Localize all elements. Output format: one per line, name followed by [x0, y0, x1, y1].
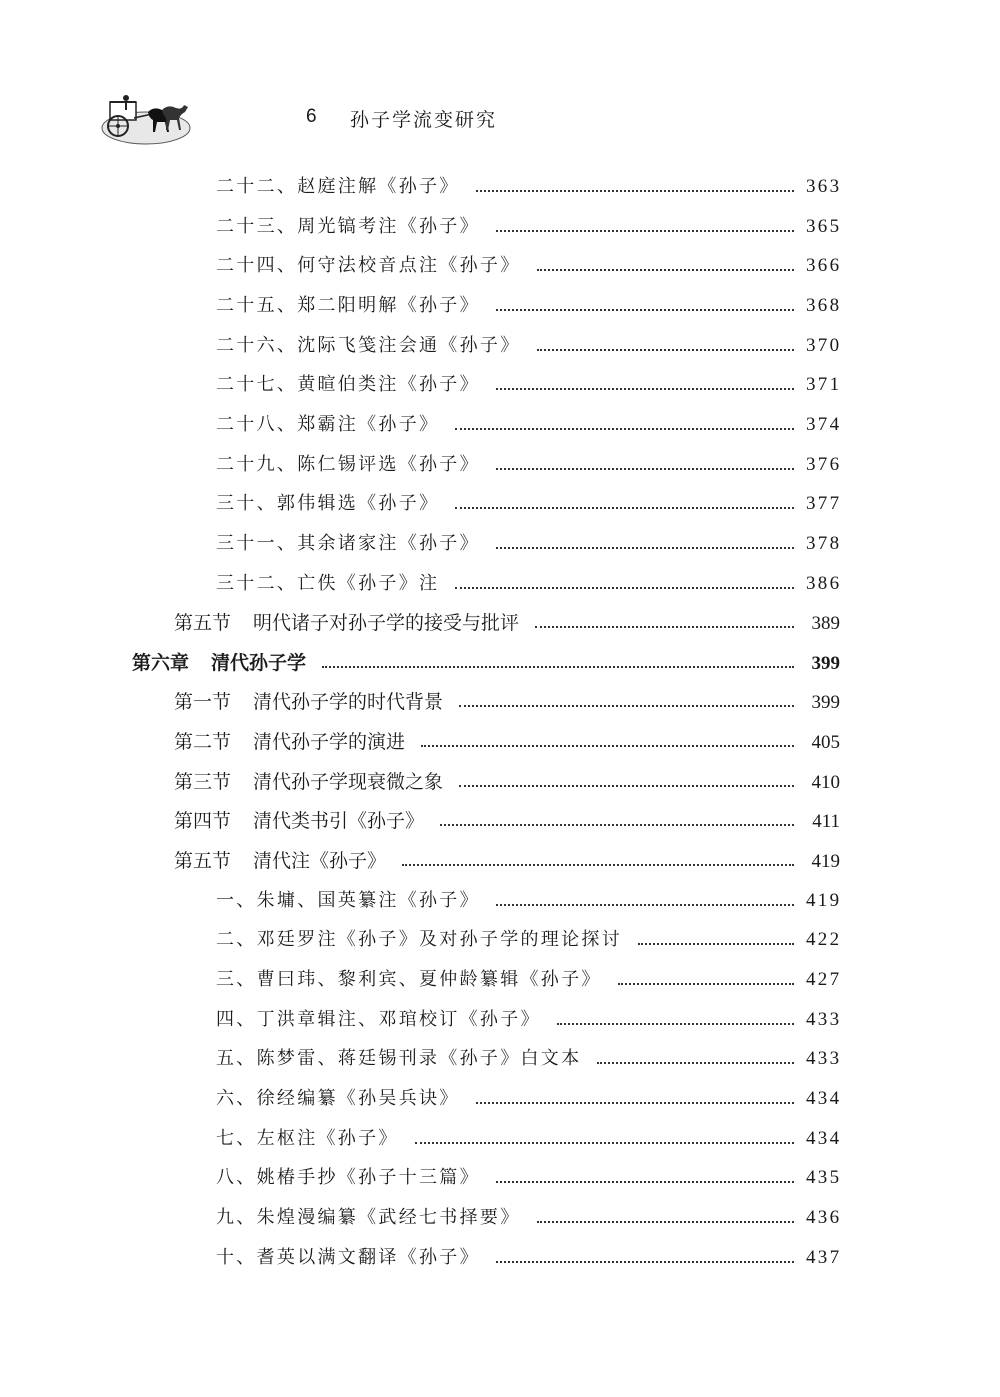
dot-leader [455, 428, 794, 430]
toc-entry-page: 386 [806, 572, 842, 594]
toc-entry[interactable] [216, 1005, 840, 1035]
toc-entry-page: 434 [806, 1087, 842, 1109]
dot-leader [455, 587, 794, 589]
dot-leader [459, 705, 794, 707]
toc-entry-page: 405 [811, 732, 840, 754]
toc-entry[interactable] [216, 212, 840, 242]
toc-entry-page: 366 [806, 255, 842, 277]
toc-entry[interactable] [216, 569, 840, 599]
toc-entry[interactable] [216, 370, 840, 400]
dot-leader [496, 904, 794, 906]
toc-entry-page: 437 [806, 1246, 842, 1268]
toc-entry-title [174, 767, 443, 797]
dot-leader [535, 626, 794, 628]
toc-entry-number: 第三节 [174, 770, 232, 793]
dot-leader [440, 824, 794, 826]
toc-entry-title [216, 1084, 460, 1114]
toc-entry[interactable] [132, 648, 840, 678]
toc-entry-title [216, 251, 521, 281]
toc-entry-label: 五、陈梦雷、蒋廷锡刊录《孙子》白文本 [216, 1048, 582, 1070]
page-number: 6 [306, 106, 317, 127]
book-title: 孙子学流变研究 [350, 109, 498, 131]
toc-entry[interactable] [216, 172, 840, 202]
toc-entry-label: 七、左枢注《孙子》 [216, 1127, 399, 1149]
toc-entry[interactable] [174, 846, 840, 876]
toc-entry-page: 436 [806, 1206, 842, 1228]
toc-entry[interactable] [216, 1203, 840, 1233]
toc-entry-page: 377 [806, 493, 842, 515]
dot-leader [415, 1142, 794, 1144]
dot-leader [476, 190, 794, 192]
toc-entry-title [216, 1044, 581, 1074]
toc-entry[interactable] [216, 410, 840, 440]
toc-entry[interactable] [174, 727, 840, 757]
toc-entry-page: 368 [806, 294, 842, 316]
toc-entry-title [216, 925, 622, 955]
toc-entry-title [174, 687, 443, 717]
toc-entry-title [216, 569, 439, 599]
toc-entry-title [216, 965, 602, 995]
toc-entry-page: 371 [806, 374, 842, 396]
toc-entry-page: 399 [811, 652, 840, 674]
toc-entry-label: 三十一、其余诸家注《孙子》 [216, 532, 480, 554]
toc-entry-page: 376 [806, 453, 842, 475]
toc-entry-page: 378 [806, 532, 842, 554]
toc-entry[interactable] [174, 767, 840, 797]
dot-leader [459, 785, 794, 787]
toc-entry-label: 二十四、何守法校音点注《孙子》 [216, 255, 521, 277]
toc-entry[interactable] [216, 331, 840, 361]
toc-entry-number: 第五节 [174, 850, 232, 873]
toc-entry[interactable] [174, 687, 840, 717]
toc-entry-label: 二十六、沈际飞笺注会通《孙子》 [216, 334, 521, 356]
toc-entry-label: 二十五、郑二阳明解《孙子》 [216, 294, 480, 316]
dot-leader [496, 309, 794, 311]
toc-entry-label: 一、朱墉、国英纂注《孙子》 [216, 889, 480, 911]
dot-leader [496, 388, 794, 390]
dot-leader [496, 1261, 794, 1263]
toc-entry-label: 三、曹曰玮、黎利宾、夏仲龄纂辑《孙子》 [216, 969, 602, 990]
toc-entry-page: 365 [806, 215, 842, 237]
toc-entry[interactable] [216, 291, 840, 321]
toc-entry-title [216, 291, 480, 321]
toc-entry-page: 433 [806, 1008, 842, 1030]
toc-entry[interactable] [174, 806, 840, 836]
toc-entry-title [216, 1124, 399, 1154]
toc-entry-title [216, 1163, 480, 1193]
toc-entry-label: 二十三、周光镐考注《孙子》 [216, 215, 480, 237]
toc-entry-title [216, 410, 439, 440]
toc-entry-title [216, 886, 480, 916]
toc-entry-label: 三十、郭伟辑选《孙子》 [216, 493, 440, 515]
toc-entry-label: 清代类书引《孙子》 [253, 810, 425, 833]
toc-entry-label: 六、徐经编纂《孙吴兵诀》 [216, 1087, 460, 1109]
toc-entry-label: 九、朱煌漫编纂《武经七书择要》 [216, 1206, 521, 1228]
toc-entry-title [132, 648, 306, 678]
dot-leader [322, 666, 794, 668]
toc-entry[interactable] [216, 1044, 840, 1074]
toc-entry-page: 427 [806, 969, 842, 990]
toc-entry-page: 399 [811, 692, 840, 714]
toc-entry-title [174, 846, 386, 876]
dot-leader [496, 230, 794, 232]
dot-leader [402, 864, 794, 866]
toc-entry-title [216, 370, 480, 400]
toc-entry-label: 二、邓廷罗注《孙子》及对孙子学的理论探讨 [216, 929, 622, 951]
toc-entry-title [216, 529, 480, 559]
toc-entry-page: 434 [806, 1127, 842, 1149]
toc-entry-label: 二十七、黄暄伯类注《孙子》 [216, 374, 480, 396]
toc-entry-page: 410 [811, 771, 840, 793]
dot-leader [496, 468, 794, 470]
toc-entry-label: 清代孙子学 [211, 651, 307, 674]
toc-entry-label: 十、耆英以满文翻译《孙子》 [216, 1246, 480, 1268]
toc-entry[interactable] [216, 925, 840, 955]
toc-entry-title [216, 1203, 521, 1233]
toc-entry-page: 389 [811, 613, 840, 635]
toc-entry-title [216, 172, 460, 202]
dot-leader [597, 1062, 794, 1064]
toc-entry-number: 第五节 [174, 612, 232, 635]
toc-entry-label: 二十八、郑霸注《孙子》 [216, 413, 440, 435]
toc-entry[interactable] [216, 251, 840, 281]
toc-entry-title [216, 1005, 541, 1035]
toc-entry-title [174, 806, 424, 836]
toc-entry-number: 第一节 [174, 691, 232, 714]
toc-entry-page: 422 [806, 929, 842, 951]
toc-entry[interactable] [216, 489, 840, 519]
toc-entry[interactable] [216, 1243, 840, 1273]
dot-leader [537, 349, 795, 351]
toc-entry-title [216, 331, 521, 361]
toc-entry-label: 八、姚椿手抄《孙子十三篇》 [216, 1167, 480, 1189]
dot-leader [557, 1023, 794, 1025]
dot-leader [455, 507, 794, 509]
toc-entry-number: 第六章 [132, 651, 190, 674]
toc-entry-page: 419 [806, 889, 842, 911]
toc-entry-label: 二十二、赵庭注解《孙子》 [216, 176, 460, 197]
toc-entry[interactable] [216, 1163, 840, 1193]
toc-entry[interactable] [216, 1084, 840, 1114]
toc-entry-title [216, 212, 480, 242]
toc-entry-page: 433 [806, 1048, 842, 1070]
dot-leader [421, 745, 794, 747]
toc-entry-label: 三十二、亡佚《孙子》注 [216, 572, 440, 594]
dot-leader [618, 983, 794, 985]
toc-entry-label: 二十九、陈仁锡评选《孙子》 [216, 453, 480, 475]
toc-entry[interactable] [216, 965, 840, 995]
dot-leader [537, 269, 795, 271]
toc-entry[interactable] [216, 886, 840, 916]
toc-entry-label: 明代诸子对孙子学的接受与批评 [253, 612, 520, 635]
dot-leader [476, 1102, 794, 1104]
toc-entry-number: 第四节 [174, 810, 232, 833]
toc-entry-title [174, 727, 405, 757]
toc-entry-label: 清代孙子学的时代背景 [253, 691, 444, 714]
toc-entry[interactable] [174, 608, 840, 638]
toc-entry-page: 435 [806, 1167, 842, 1189]
toc-entry-title [216, 1243, 480, 1273]
toc-entry-number: 第二节 [174, 731, 232, 754]
dot-leader [638, 943, 794, 945]
toc-entry-label: 清代孙子学的演进 [253, 731, 406, 754]
toc-entry-title [174, 608, 519, 638]
toc-entry[interactable] [216, 1124, 840, 1154]
toc-entry-label: 清代孙子学现衰微之象 [253, 770, 444, 793]
toc-entry[interactable] [216, 450, 840, 480]
toc-entry[interactable] [216, 529, 840, 559]
toc-entry-page: 370 [806, 334, 842, 356]
dot-leader [496, 1181, 794, 1183]
toc-entry-page: 419 [811, 851, 840, 873]
dot-leader [537, 1221, 795, 1223]
toc-entry-title [216, 489, 439, 519]
toc-entry-page: 374 [806, 413, 842, 435]
toc-entry-label: 清代注《孙子》 [253, 850, 387, 873]
toc-entry-page: 411 [812, 811, 840, 833]
toc-entry-title [216, 450, 480, 480]
dot-leader [496, 547, 794, 549]
toc-entry-label: 四、丁洪章辑注、邓琯校订《孙子》 [216, 1008, 541, 1030]
toc-entry-page: 363 [806, 176, 842, 197]
